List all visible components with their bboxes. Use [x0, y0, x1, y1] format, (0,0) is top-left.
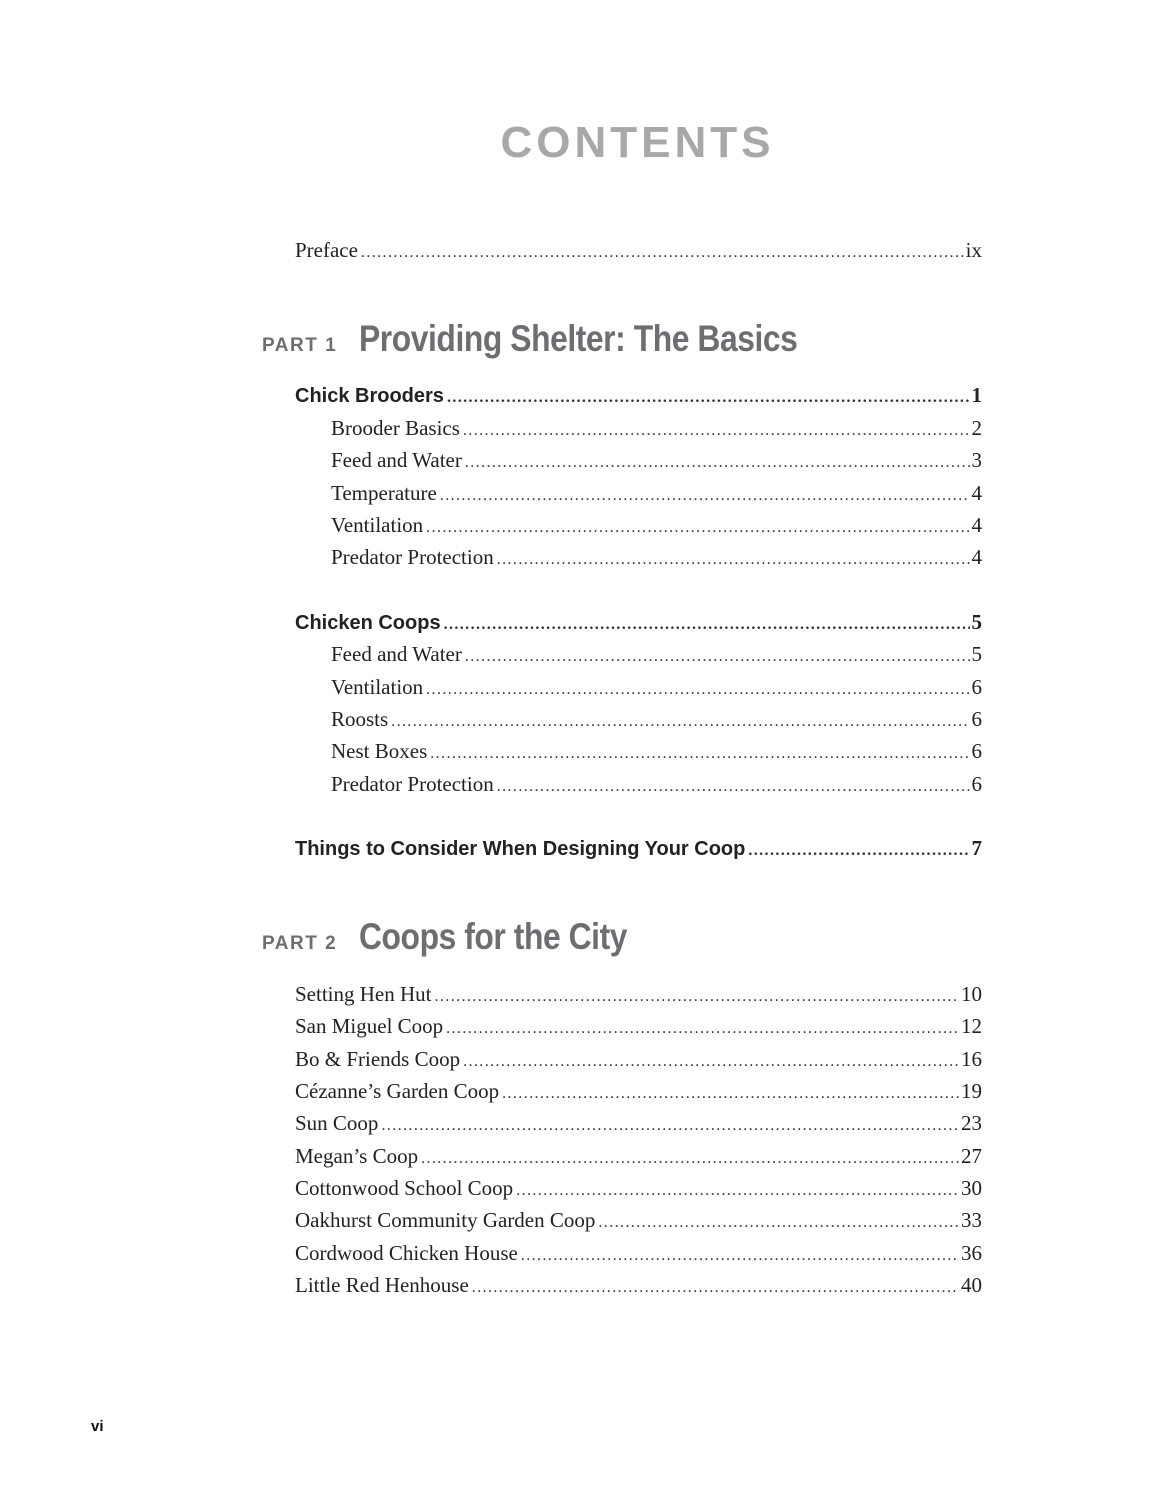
toc-entry[interactable]: [295, 1141, 982, 1171]
part-1-header: [262, 318, 869, 360]
dot-leader: [361, 238, 964, 268]
dot-leader: [516, 1176, 959, 1206]
toc-entry-label: Predator Protection: [331, 545, 494, 569]
toc-page-number: 2: [971, 416, 982, 440]
page-title: CONTENTS: [500, 118, 775, 167]
toc-page-number: 4: [971, 545, 982, 569]
toc-entry[interactable]: [295, 1076, 982, 1106]
toc-page-number: ix: [965, 238, 982, 262]
toc-entry-label: Nest Boxes: [331, 739, 428, 763]
dot-leader: [465, 642, 970, 672]
dot-leader: [748, 836, 969, 866]
toc-entry[interactable]: [295, 1205, 982, 1235]
toc-page-number: 6: [971, 739, 982, 763]
toc-page-number: 5: [971, 642, 982, 666]
toc-page-number: 3: [971, 448, 982, 472]
toc-entry-label: Oakhurst Community Garden Coop: [295, 1208, 596, 1232]
toc-entry-label: Bo & Friends Coop: [295, 1047, 461, 1071]
toc-entry-label: Feed and Water: [331, 448, 462, 472]
toc-entry[interactable]: [295, 1044, 982, 1074]
toc-page-number: 40: [961, 1273, 982, 1297]
dot-leader: [426, 675, 969, 705]
toc-page-number: 1: [971, 383, 982, 407]
toc-entry[interactable]: [295, 1108, 982, 1138]
dot-leader: [426, 513, 969, 543]
toc-page-number: 12: [961, 1014, 982, 1038]
toc-entry-label: Cézanne’s Garden Coop: [295, 1079, 500, 1103]
dot-leader: [440, 481, 970, 511]
toc-page-number: 6: [971, 772, 982, 796]
toc-entry-label: Ventilation: [331, 513, 424, 537]
dot-leader: [497, 545, 970, 575]
toc-entry-label: Brooder Basics: [331, 416, 460, 440]
toc-entry-label: Preface: [295, 238, 358, 262]
toc-entry[interactable]: [331, 478, 982, 508]
toc-page-number: 6: [971, 707, 982, 731]
toc-page-number: 16: [961, 1047, 982, 1071]
toc-entry-preface[interactable]: [295, 235, 982, 265]
part-title: Providing Shelter: The Basics: [359, 318, 798, 359]
toc-entry[interactable]: [331, 445, 982, 475]
dot-leader: [497, 772, 970, 802]
toc-page-number: 30: [961, 1176, 982, 1200]
toc-entry-label: Predator Protection: [331, 772, 494, 796]
dot-leader: [447, 383, 970, 413]
toc-entry[interactable]: [331, 542, 982, 572]
toc-entry-label: Setting Hen Hut: [295, 982, 432, 1006]
part-label: PART 2: [262, 933, 338, 954]
toc-section-chick-brooders[interactable]: [295, 380, 982, 410]
toc-entry[interactable]: [295, 1270, 982, 1300]
dot-leader: [444, 610, 970, 640]
toc-entry[interactable]: [295, 1173, 982, 1203]
dot-leader: [472, 1273, 959, 1303]
dot-leader: [521, 1241, 959, 1271]
page-number-folio: vi: [91, 1418, 104, 1435]
dot-leader: [465, 448, 970, 478]
toc-page-number: 7: [971, 836, 982, 860]
toc-page-number: 27: [961, 1144, 982, 1168]
part-title: Coops for the City: [359, 916, 628, 957]
toc-entry[interactable]: [331, 510, 982, 540]
toc-section-chicken-coops[interactable]: [295, 607, 982, 637]
toc-page-number: 4: [971, 513, 982, 537]
toc-section-things-to-consider[interactable]: [295, 833, 982, 863]
toc-entry[interactable]: [295, 1011, 982, 1041]
dot-leader: [391, 707, 969, 737]
toc-page-number: 33: [961, 1208, 982, 1232]
toc-page-number: 5: [971, 610, 982, 634]
toc-page-number: 4: [971, 481, 982, 505]
toc-entry-label: Cordwood Chicken House: [295, 1241, 518, 1265]
toc-entry[interactable]: [331, 639, 982, 669]
dot-leader: [463, 416, 970, 446]
toc-entry[interactable]: [295, 979, 982, 1009]
dot-leader: [381, 1111, 959, 1141]
toc-entry-label: Cottonwood School Coop: [295, 1176, 514, 1200]
toc-entry-label: Roosts: [331, 707, 389, 731]
toc-entry-label: Chick Brooders: [295, 385, 444, 407]
toc-page-number: 10: [961, 982, 982, 1006]
toc-page-number: 36: [961, 1241, 982, 1265]
toc-entry-label: Chicken Coops: [295, 612, 441, 634]
dot-leader: [430, 739, 969, 769]
dot-leader: [598, 1208, 959, 1238]
toc-entry-label: Little Red Henhouse: [295, 1273, 469, 1297]
toc-entry[interactable]: [331, 704, 982, 734]
toc-entry[interactable]: [331, 672, 982, 702]
dot-leader: [463, 1047, 959, 1077]
toc-entry-label: Feed and Water: [331, 642, 462, 666]
toc-page-number: 23: [961, 1111, 982, 1135]
toc-entry-label: Sun Coop: [295, 1111, 379, 1135]
part-label: PART 1: [262, 335, 338, 356]
toc-page-number: 6: [971, 675, 982, 699]
dot-leader: [446, 1014, 959, 1044]
toc-entry[interactable]: [331, 413, 982, 443]
dot-leader: [421, 1144, 959, 1174]
toc-entry[interactable]: [295, 1238, 982, 1268]
toc-entry-label: Temperature: [331, 481, 437, 505]
part-2-header: [262, 916, 671, 958]
toc-entry-label: San Miguel Coop: [295, 1014, 444, 1038]
toc-entry-label: Things to Consider When Designing Your Coop: [295, 838, 746, 860]
toc-entry-label: Ventilation: [331, 675, 424, 699]
dot-leader: [502, 1079, 959, 1109]
toc-entry[interactable]: [331, 769, 982, 799]
toc-entry[interactable]: [331, 736, 982, 766]
dot-leader: [435, 982, 960, 1012]
toc-page-number: 19: [961, 1079, 982, 1103]
toc-entry-label: Megan’s Coop: [295, 1144, 419, 1168]
